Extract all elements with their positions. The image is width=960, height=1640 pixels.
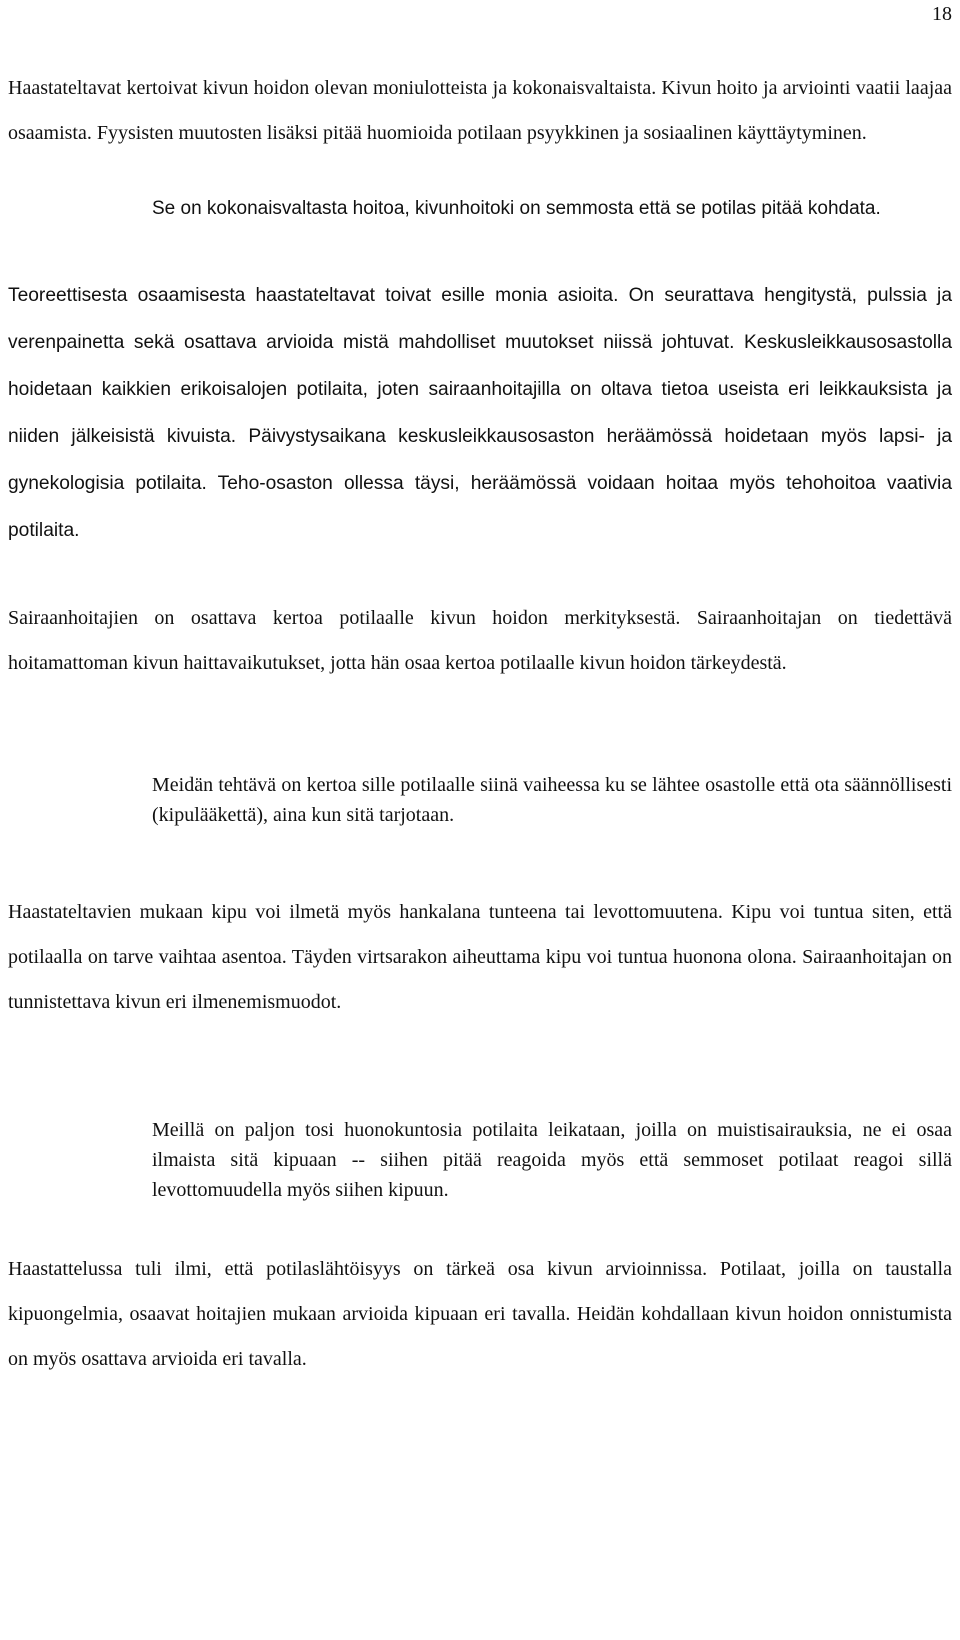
page-number: 18 xyxy=(932,3,952,25)
document-body xyxy=(8,66,952,1382)
interview-quote-holistic-care: Se on kokonaisvaltasta hoitoa, kivunhoitoki on semmosta että se potilas pitää kohdata. xyxy=(152,198,881,219)
paragraph-intro: Haastateltavat kertoivat kivun hoidon olevan moniulotteista ja kokonaisvaltaista. Kivun hoito ja arviointi vaatii laajaa osaamista. Fyysisten muutosten lisäksi pitää huomioida potilaan psyykkinen ja sosiaalinen käyttäytyminen. xyxy=(8,77,952,144)
interview-quote-regular-medication: Meidän tehtävä on kertoa sille potilaalle siinä vaiheessa ku se lähtee osastolle että ota säännöllisesti (kipulääkettä), aina kun sitä tarjotaan. xyxy=(152,774,952,826)
paragraph-theoretical-knowledge: Teoreettisesta osaamisesta haastateltavat toivat esille monia asioita. On seurattava hengitystä, pulssia ja verenpainetta sekä osattava arvioida mistä mahdolliset muutokset niissä johtuvat. Keskusleikkausosastolla hoidetaan kaikkien erikoisalojen potilaita, joten sairaanhoitajilla on oltava tietoa useista eri leikkauksista ja niiden jälkeisistä kivuista. Päivystysaikana keskusleikkausosaston heräämössä hoidetaan myös lapsi- ja gynekologisia potilaita. Teho-osaston ollessa täysi, heräämössä voidaan hoitaa myös tehohoitoa vaativia potilaita. xyxy=(8,285,952,541)
interview-quote-memory-disorders: Meillä on paljon tosi huonokuntosia potilaita leikataan, joilla on muistisairauksia, ne ei osaa ilmaista sitä kipuaan -- siihen pitää reagoida myös että semmoset potilaat reagoi sillä levottomuudella myös siihen kipuun. xyxy=(152,1119,952,1201)
paragraph-patient-centeredness: Haastattelussa tuli ilmi, että potilaslähtöisyys on tärkeä osa kivun arvioinnissa. Potilaat, joilla on taustalla kipuongelmia, osaavat hoitajien mukaan arvioida kipuaan eri tavalla. Heidän kohdallaan kivun hoidon onnistumista on myös osattava arvioida eri tavalla. xyxy=(8,1258,952,1370)
paragraph-patient-education: Sairaanhoitajien on osattava kertoa potilaalle kivun hoidon merkityksestä. Sairaanhoitajan on tiedettävä hoitamattoman kivun haittavaikutukset, jotta hän osaa kertoa potilaalle kivun hoidon tärkeydestä. xyxy=(8,607,952,674)
paragraph-pain-manifestation: Haastateltavien mukaan kipu voi ilmetä myös hankalana tunteena tai levottomuutena. Kipu voi tuntua siten, että potilaalla on tarve vaihtaa asentoa. Täyden virtsarakon aiheuttama kipu voi tuntua huonona olona. Sairaanhoitajan on tunnistettava kivun eri ilmenemismuodot. xyxy=(8,901,952,1013)
